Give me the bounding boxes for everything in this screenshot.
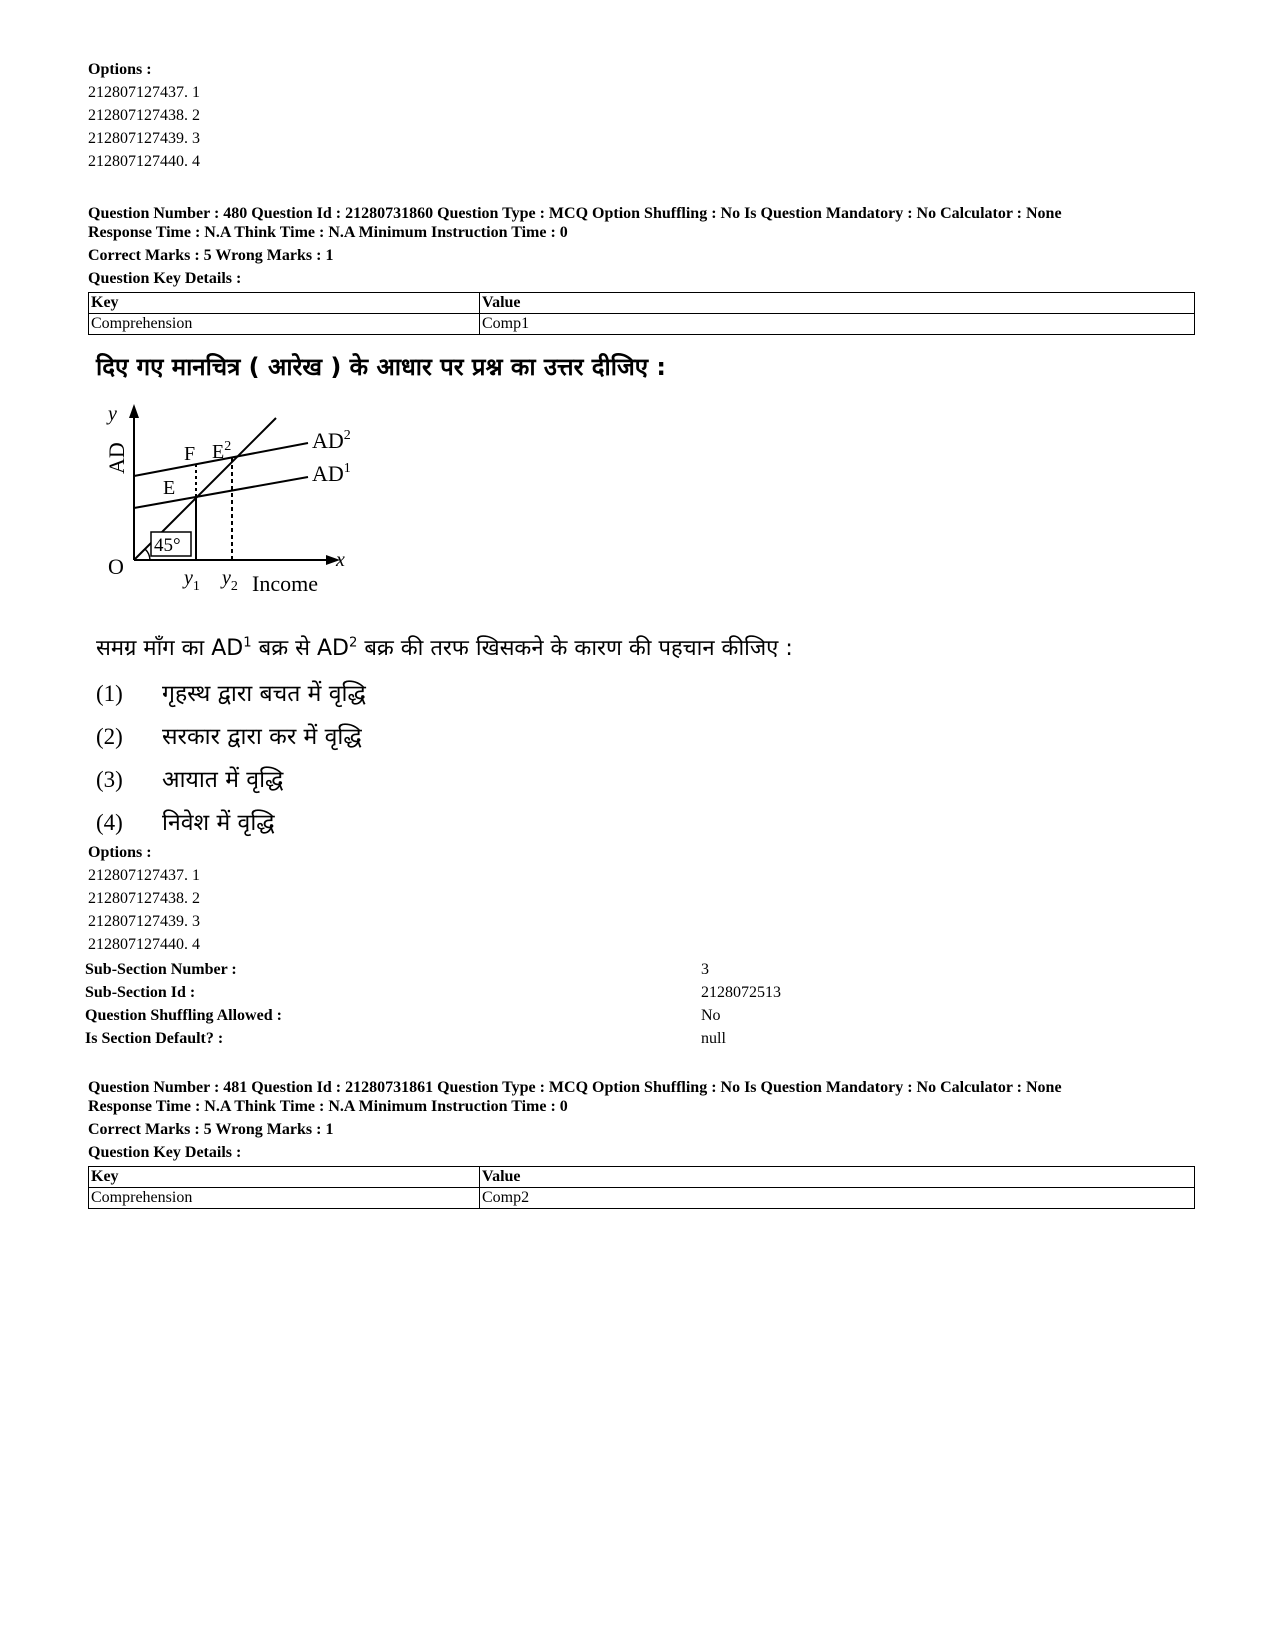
income-label: Income [252,571,318,596]
point-e2-label: $E^2$ [212,439,232,463]
question-timing: Response Time : N.A Think Time : N.A Minimum Instruction Time : 0 [88,224,568,241]
ad-income-diagram [100,400,380,610]
value-cell: Comp1 [480,314,1195,335]
point-e-label: E [163,477,176,499]
question-header: Question Number : 481 Question Id : 21280731861 Question Type : MCQ Option Shuffling : No Is Question Mandatory : No Calculator : None [88,1079,1062,1096]
table-header-row [89,293,1195,314]
table-header-row [89,1167,1195,1188]
key-cell: Comprehension [89,1188,480,1209]
question-marks: Correct Marks : 5 Wrong Marks : 1 [88,247,334,264]
question-key-table [88,1166,1195,1209]
choice-number: (4) [96,810,123,835]
y-axis-arrow [129,404,139,418]
choice-number: (3) [96,767,123,792]
section-default-label: Is Section Default? : [85,1030,224,1047]
table-row [89,1188,1195,1209]
key-cell: Comprehension [89,314,480,335]
option-item: 212807127438. 2 [88,890,200,907]
choice-text: सरकार द्वारा कर में वृद्धि [162,724,362,750]
y2-label: $y_2$ [222,567,238,594]
table-row [89,314,1195,335]
question-key-details-label: Question Key Details : [88,270,242,287]
question-shuffling-label: Question Shuffling Allowed : [85,1007,282,1024]
options-label: Options : [88,61,152,78]
y-axis-label: y [108,403,117,425]
key-header: Key [89,293,480,314]
subsection-number-label: Sub-Section Number : [85,961,237,978]
value-header: Value [480,293,1195,314]
choice-item [96,719,362,751]
choice-item [96,805,275,837]
option-item: 212807127437. 1 [88,84,200,101]
option-item: 212807127438. 2 [88,107,200,124]
angle-label: 45° [154,535,181,556]
ad1-curve [134,477,308,508]
section-default-value: null [701,1030,726,1047]
subsection-id-label: Sub-Section Id : [85,984,196,1001]
choice-number: (2) [96,724,123,749]
option-item: 212807127439. 3 [88,913,200,930]
ad1-label: $AD^1$ [312,461,351,486]
question-timing: Response Time : N.A Think Time : N.A Minimum Instruction Time : 0 [88,1098,568,1115]
subsection-number-value: 3 [701,961,709,978]
question-shuffling-value: No [701,1007,721,1024]
choice-text: निवेश में वृद्धि [162,810,275,836]
ad2-label: $AD^2$ [312,428,351,453]
question-key-details-label: Question Key Details : [88,1144,242,1161]
point-f-label: F [184,443,196,465]
subsection-id-value: 2128072513 [701,984,781,1001]
choice-text: आयात में वृद्धि [162,767,284,793]
option-item: 212807127437. 1 [88,867,200,884]
question-key-table [88,292,1195,335]
option-item: 212807127439. 3 [88,130,200,147]
value-cell: Comp2 [480,1188,1195,1209]
ad-axis-label: AD [104,442,129,474]
option-item: 212807127440. 4 [88,936,200,953]
choice-number: (1) [96,681,123,706]
key-header: Key [89,1167,480,1188]
x-axis-label: x [336,549,345,571]
question-text: समग्र माँग का $AD^1$ बक्र से $AD^2$ बक्र की तरफ खिसकने के कारण की पहचान कीजिए : [96,635,793,661]
choice-item [96,676,366,708]
choice-item [96,762,283,794]
options-label: Options : [88,844,152,861]
question-header: Question Number : 480 Question Id : 21280731860 Question Type : MCQ Option Shuffling : No Is Question Mandatory : No Calculator : None [88,205,1062,222]
option-item: 212807127440. 4 [88,153,200,170]
question-marks: Correct Marks : 5 Wrong Marks : 1 [88,1121,334,1138]
angle-arc [145,549,150,560]
value-header: Value [480,1167,1195,1188]
question-instruction: दिए गए मानचित्र ( आरेख ) के आधार पर प्रश्न का उत्तर दीजिए : [96,353,667,381]
y1-label: $y_1$ [184,567,200,594]
origin-label: O [108,554,124,579]
choice-text: गृहस्थ द्वारा बचत में वृद्धि [162,681,366,707]
